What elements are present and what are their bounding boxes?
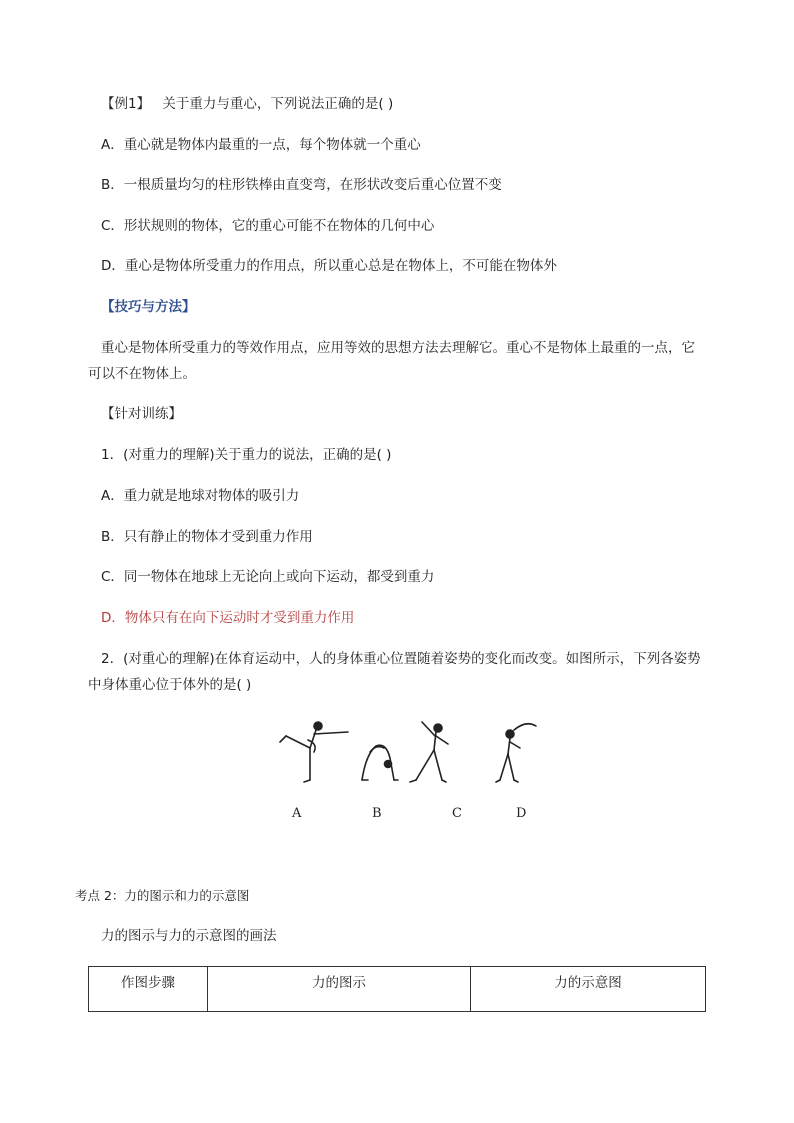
example-option-a: A．重心就是物体内最重的一点，每个物体就一个重心 [101, 137, 421, 153]
training-heading: 【针对训练】 [101, 406, 182, 422]
posture-a-figure [280, 722, 348, 782]
q1-option-b: B．只有静止的物体才受到重力作用 [101, 529, 313, 545]
example-option-c: C．形状规则的物体，它的重心可能不在物体的几何中心 [101, 218, 435, 234]
tips-text-line2: 可以不在物体上。 [88, 366, 196, 382]
table-header-row [89, 967, 706, 1012]
figure-label-c: C [452, 806, 462, 821]
table-header-force-sketch: 力的示意图 [471, 967, 706, 1012]
example-question: 关于重力与重心，下列说法正确的是( ) [162, 96, 394, 112]
table-header-steps: 作图步骤 [89, 967, 208, 1012]
example-option-b: B．一根质量均匀的柱形铁棒由直变弯，在形状改变后重心位置不变 [101, 177, 502, 193]
drawing-steps-table [88, 966, 706, 1012]
q2-stem-line2: 中身体重心位于体外的是( ) [88, 677, 252, 693]
posture-figure [270, 718, 560, 788]
q2-stem-line1: 2．(对重心的理解)在体育运动中，人的身体重心位置随着姿势的变化而改变。如图所示，下列各姿势 [101, 651, 701, 667]
tips-heading: 【技巧与方法】 [101, 299, 196, 315]
example-tag: 【例1】 [101, 96, 151, 112]
example-option-d: D．重心是物体所受重力的作用点，所以重心总是在物体上，不可能在物体外 [101, 258, 557, 274]
q1-option-c: C．同一物体在地球上无论向上或向下运动，都受到重力 [101, 569, 435, 585]
figure-label-d: D [516, 806, 527, 821]
posture-c-figure [410, 722, 448, 782]
table-header-force-diagram: 力的图示 [208, 967, 471, 1012]
example-question-line [101, 94, 393, 114]
section2-heading: 考点 2：力的图示和力的示意图 [75, 888, 250, 903]
figure-label-b: B [372, 806, 382, 821]
posture-d-figure [496, 724, 536, 782]
tips-text-line1: 重心是物体所受重力的等效作用点，应用等效的思想方法去理解它。重心不是物体上最重的一点，它 [101, 340, 695, 356]
q1-option-d: D．物体只有在向下运动时才受到重力作用 [101, 610, 355, 626]
q1-stem: 1．(对重力的理解)关于重力的说法，正确的是( ) [101, 447, 392, 463]
q1-option-a: A．重力就是地球对物体的吸引力 [101, 488, 300, 504]
section2-subheading: 力的图示与力的示意图的画法 [101, 928, 277, 944]
figure-label-a: A [292, 806, 302, 821]
posture-b-figure [362, 745, 398, 780]
